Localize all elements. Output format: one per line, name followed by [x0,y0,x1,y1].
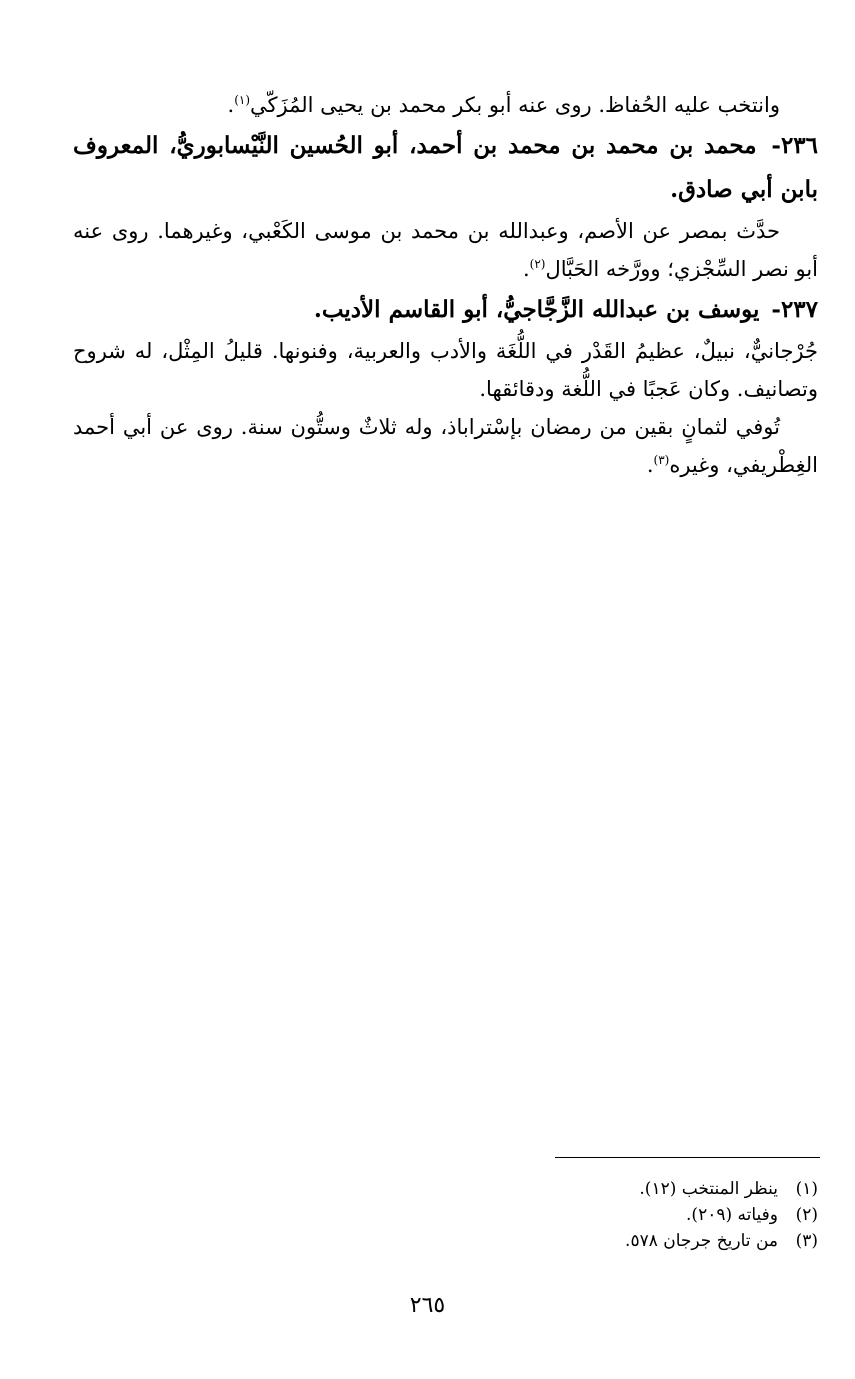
paragraph-text: وانتخب عليه الحُفاظ. روى عنه أبو بكر محمد بن يحيى المُزَكّي [250,93,780,117]
page-number: ٢٦٥ [409,1293,446,1318]
footnote-number: (١) [795,1179,818,1199]
paragraph-text: جُرْجانيٌّ، نبيلٌ، عظيمُ القَدْر في اللُّغَة والأدب والعربية، وفنونها. قليلُ المِثْل، له شروح وتصانيف. وكان عَجبًا في اللُّغة ودقائقها. [73,339,818,401]
entry-number: ٢٣٦- [771,132,818,159]
footnote-number: (٣) [795,1231,818,1251]
footnote-number: (٢) [795,1205,818,1225]
paragraph [73,332,818,408]
entry-heading-237 [73,288,818,332]
paragraph-end: . [227,93,235,117]
footnote-item [318,1228,818,1254]
footnote-text: ينظر المنتخب (١٢). [639,1179,778,1199]
paragraph-end: . [646,453,654,477]
entry-title: يوسف بن عبدالله الزَّجَّاجيُّ، أبو القاسم الأديب. [313,296,760,323]
footnote-ref: (٢) [529,257,546,271]
footnote-text: وفياته (٢٠٩). [686,1205,778,1225]
footnotes [318,1176,818,1254]
paragraph [73,212,818,288]
paragraph-text: حدَّث بمصر عن الأصم، وعبدالله بن محمد بن موسى الكَعْبي، وغيرهما. روى عنه أبو نصر السِّجْزي؛ وورَّخه الحَبَّال [73,219,818,281]
paragraph-text: تُوفي لثمانٍ بقين من رمضان بإسْتراباذ، وله ثلاثٌ وستُّون سنة. روى عن أبي أحمد الغِطْريفي، وغيره [73,415,818,477]
footnote-item [318,1176,818,1202]
main-text [73,86,818,484]
paragraph [73,408,818,484]
footnote-item [318,1202,818,1228]
footnote-divider [555,1157,820,1158]
footnote-ref: (٣) [653,453,670,467]
paragraph-continuation [73,86,818,124]
entry-heading-236 [73,124,818,212]
paragraph-end: . [522,257,530,281]
entry-title: محمد بن محمد بن محمد بن أحمد، أبو الحُسين النَّيْسابوريُّ، المعروف بابن أبي صادق. [73,132,818,203]
footnote-text: من تاريخ جرجان ٥٧٨. [625,1231,778,1251]
entry-number: ٢٣٧- [771,296,818,323]
footnote-ref: (١) [234,93,251,107]
